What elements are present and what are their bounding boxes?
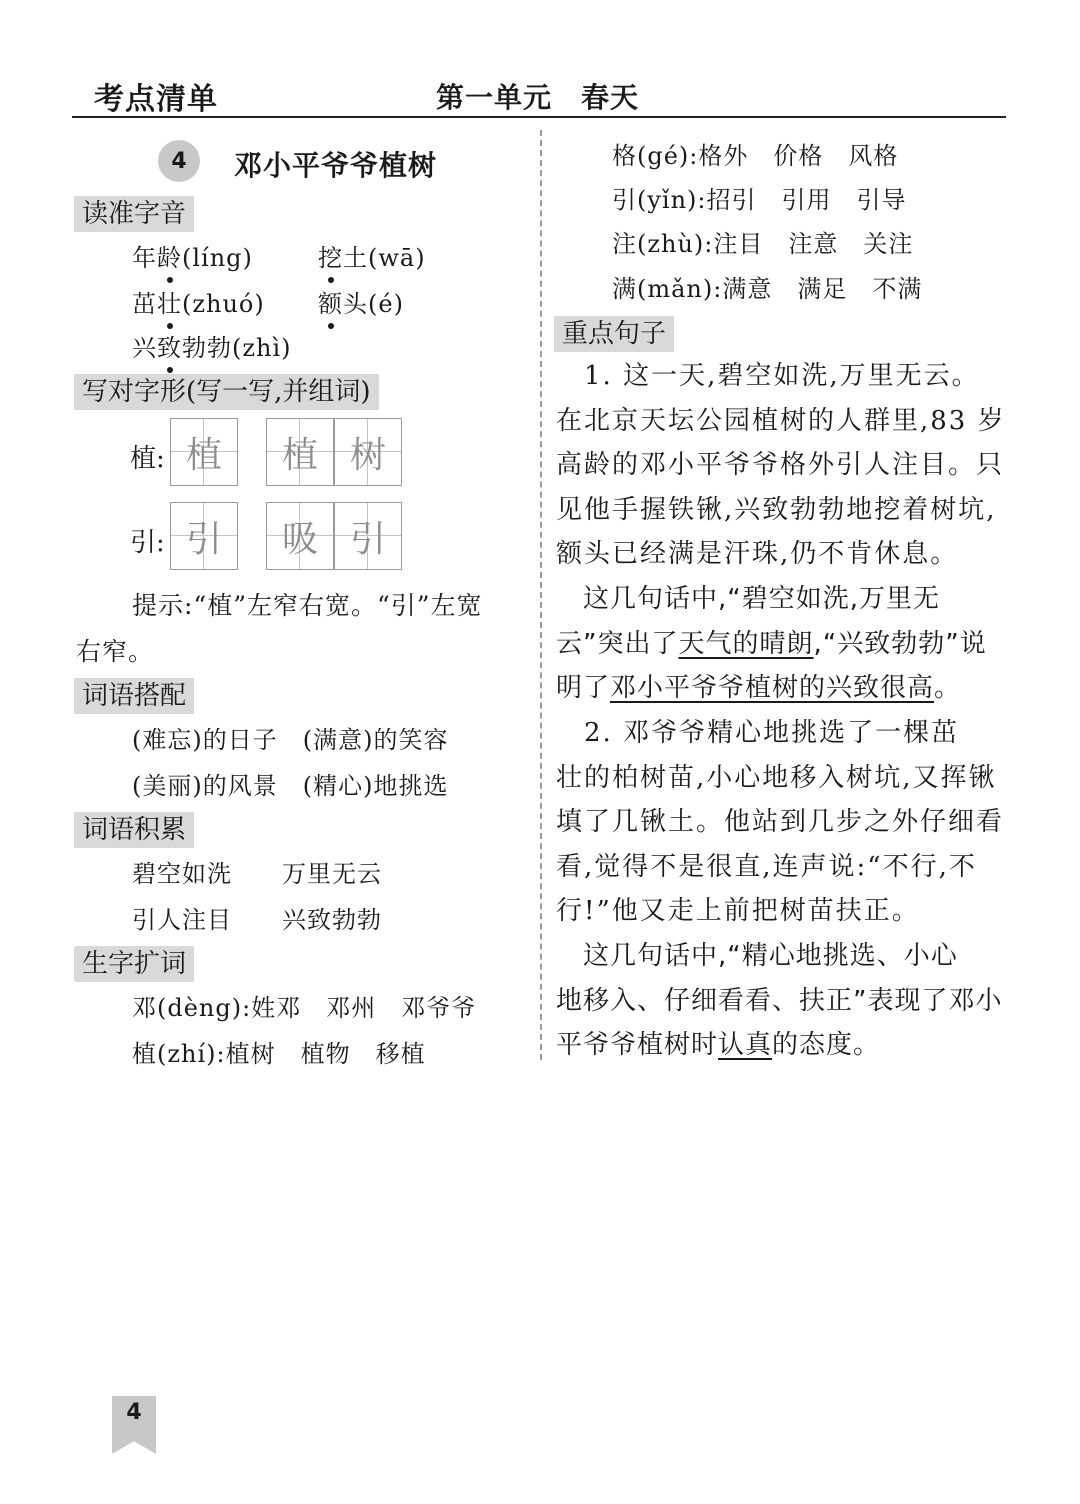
writing-tip-continued: 右窄。 bbox=[76, 637, 155, 666]
accumulation-line: 引人注目 兴致勃勃 bbox=[132, 906, 382, 934]
pronunciation-item bbox=[318, 238, 426, 273]
analysis-text: 云”突出了 bbox=[556, 628, 679, 659]
pronunciation-item bbox=[132, 328, 292, 363]
pinyin-word-prefix: 年 bbox=[132, 244, 157, 272]
tian-grid-cell: 树 bbox=[334, 418, 402, 486]
pinyin-word-rest: (zhuó) bbox=[182, 290, 265, 318]
column-divider bbox=[540, 130, 542, 1060]
pinyin-word-prefix: 茁 bbox=[132, 290, 157, 318]
dotted-char: 龄 bbox=[157, 238, 182, 273]
analysis-line bbox=[556, 622, 1016, 667]
analysis-line: 这几句话中,“碧空如洗,万里无 bbox=[556, 584, 940, 614]
tian-grid-cell: 植 bbox=[266, 418, 334, 486]
expansion-line: 格(gé):格外 价格 风格 bbox=[612, 142, 899, 170]
pronunciation-item bbox=[132, 238, 253, 273]
expansion-line: 引(yǐn):招引 引用 引导 bbox=[612, 186, 907, 214]
sentence-line: 2. 邓爷爷精心地挑选了一棵茁 bbox=[556, 718, 960, 748]
analysis-line bbox=[556, 666, 1016, 711]
section-heading-key-sentences: 重点句子 bbox=[554, 316, 674, 352]
expansion-line: 植(zhí):植树 植物 移植 bbox=[132, 1040, 426, 1068]
analysis-line: 这几句话中,“精心地挑选、小心 bbox=[556, 941, 958, 971]
pronunciation-item bbox=[318, 284, 404, 319]
sentence-line: 填了几锹土。他站到几步之外仔细看 bbox=[556, 807, 1005, 838]
lesson-title: 邓小平爷爷植树 bbox=[234, 149, 438, 182]
pinyin-word-rest: 土(wā) bbox=[343, 244, 426, 272]
dotted-char: 挖 bbox=[318, 238, 343, 273]
analysis-text: 。 bbox=[934, 673, 962, 704]
key-sentence-1 bbox=[556, 354, 1016, 577]
analysis-text: 明了 bbox=[556, 673, 611, 704]
underlined-answer: 认真 bbox=[718, 1030, 773, 1061]
analysis-2 bbox=[556, 934, 1016, 1068]
dotted-char: 额 bbox=[318, 284, 343, 319]
section-heading-accumulation: 词语积累 bbox=[74, 812, 194, 848]
analysis-line: 地移入、仔细看看、扶正”表现了邓小 bbox=[556, 985, 1003, 1016]
sentence-line: 见他手握铁锹,兴致勃勃地挖着树坑, bbox=[556, 494, 997, 525]
sentence-line: 高龄的邓小平爷爷格外引人注目。只 bbox=[556, 450, 1005, 481]
tian-grid-cell: 植 bbox=[170, 418, 238, 486]
header-section-name: 考点清单 bbox=[94, 82, 218, 117]
grid-label: 引: bbox=[130, 528, 165, 558]
pinyin-word-rest: 勃勃(zhì) bbox=[182, 334, 292, 362]
expansion-line: 满(mǎn):满意 满足 不满 bbox=[612, 275, 923, 303]
collocation-line: (美丽)的风景 (精心)地挑选 bbox=[132, 772, 449, 800]
sentence-line: 额头已经满是汗珠,仍不肯休息。 bbox=[556, 539, 959, 570]
section-heading-expansion: 生字扩词 bbox=[74, 946, 194, 982]
expansion-line: 注(zhù):注目 注意 关注 bbox=[612, 230, 914, 258]
section-heading-pronunciation: 读准字音 bbox=[74, 196, 194, 232]
underlined-answer: 邓小平爷爷植树的兴致很高 bbox=[610, 673, 935, 704]
analysis-text: ,“兴致勃勃”说 bbox=[813, 628, 987, 659]
collocation-line: (难忘)的日子 (满意)的笑容 bbox=[132, 726, 449, 754]
sentence-line: 1. 这一天,碧空如洗,万里无云。 bbox=[556, 361, 980, 391]
lesson-number-badge: 4 bbox=[158, 140, 200, 182]
pinyin-word-rest: (líng) bbox=[182, 244, 253, 272]
sentence-line: 在北京天坛公园植树的人群里,83 岁 bbox=[556, 405, 1006, 436]
accumulation-line: 碧空如洗 万里无云 bbox=[132, 860, 382, 888]
pinyin-word-rest: 头(é) bbox=[343, 290, 404, 318]
dotted-char: 致 bbox=[157, 328, 182, 363]
pronunciation-item bbox=[132, 284, 265, 319]
tian-grid-cell: 引 bbox=[334, 502, 402, 570]
section-heading-writing: 写对字形(写一写,并组词) bbox=[74, 374, 379, 410]
header-rule bbox=[72, 116, 1006, 118]
page-number: 4 bbox=[126, 1400, 142, 1425]
dotted-char: 壮 bbox=[157, 284, 182, 319]
analysis-line bbox=[556, 1023, 1016, 1068]
underlined-answer: 天气的晴朗 bbox=[678, 628, 814, 659]
grid-label: 植: bbox=[130, 444, 165, 474]
sentence-line: 看,觉得不是很直,连声说:“不行,不 bbox=[556, 851, 977, 882]
analysis-text: 平爷爷植树时 bbox=[556, 1030, 719, 1061]
tian-grid-cell: 引 bbox=[170, 502, 238, 570]
section-heading-collocation: 词语搭配 bbox=[74, 678, 194, 714]
analysis-text: 的态度。 bbox=[772, 1030, 881, 1061]
unit-title: 第一单元 春天 bbox=[436, 81, 640, 114]
sentence-line: 壮的柏树苗,小心地移入树坑,又挥锹 bbox=[556, 762, 997, 793]
pinyin-word-prefix: 兴 bbox=[132, 334, 157, 362]
expansion-line: 邓(dèng):姓邓 邓州 邓爷爷 bbox=[132, 994, 477, 1022]
writing-tip: 提示:“植”左窄右宽。“引”左宽 bbox=[132, 591, 483, 620]
sentence-line: 行!”他又走上前把树苗扶正。 bbox=[556, 896, 920, 927]
tian-grid-cell: 吸 bbox=[266, 502, 334, 570]
analysis-1 bbox=[556, 577, 1016, 711]
key-sentence-2 bbox=[556, 711, 1016, 934]
